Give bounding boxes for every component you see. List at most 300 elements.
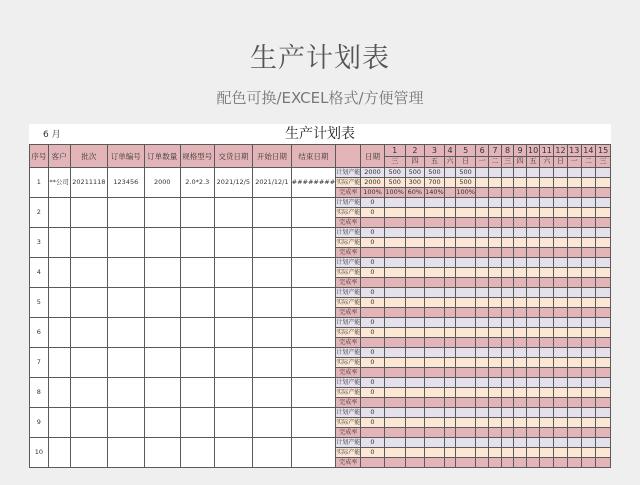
day-rate-cell[interactable] bbox=[567, 398, 581, 408]
start-date-cell[interactable] bbox=[253, 198, 292, 228]
day-rate-cell[interactable] bbox=[514, 188, 526, 198]
day-actual-cell[interactable] bbox=[489, 388, 501, 398]
day-plan-cell[interactable] bbox=[567, 438, 581, 448]
qty-cell[interactable] bbox=[144, 438, 180, 468]
day-plan-cell[interactable] bbox=[581, 348, 596, 358]
start-date-cell[interactable] bbox=[253, 288, 292, 318]
day-actual-cell[interactable] bbox=[596, 238, 611, 248]
start-date-cell[interactable] bbox=[253, 378, 292, 408]
actual-total-cell[interactable]: 0 bbox=[361, 448, 385, 458]
day-plan-cell[interactable] bbox=[567, 228, 581, 238]
day-actual-cell[interactable] bbox=[501, 388, 513, 398]
day-rate-cell[interactable] bbox=[475, 308, 488, 318]
spec-cell[interactable] bbox=[180, 258, 214, 288]
day-actual-cell[interactable] bbox=[554, 358, 568, 368]
day-plan-cell[interactable] bbox=[581, 408, 596, 418]
day-actual-cell[interactable] bbox=[540, 268, 554, 278]
day-plan-cell[interactable] bbox=[540, 348, 554, 358]
day-plan-cell[interactable] bbox=[501, 348, 513, 358]
day-actual-cell[interactable] bbox=[456, 268, 476, 278]
day-plan-cell[interactable] bbox=[567, 168, 581, 178]
day-rate-cell[interactable] bbox=[514, 458, 526, 468]
day-rate-cell[interactable] bbox=[540, 338, 554, 348]
delivery-date-cell[interactable] bbox=[214, 318, 253, 348]
day-rate-cell[interactable] bbox=[581, 218, 596, 228]
day-plan-cell[interactable] bbox=[456, 348, 476, 358]
day-plan-cell[interactable] bbox=[514, 198, 526, 208]
day-plan-cell[interactable] bbox=[554, 198, 568, 208]
day-actual-cell[interactable] bbox=[405, 268, 425, 278]
day-actual-cell[interactable] bbox=[405, 388, 425, 398]
day-actual-cell[interactable] bbox=[567, 388, 581, 398]
customer-cell[interactable] bbox=[48, 318, 70, 348]
day-actual-cell[interactable] bbox=[475, 448, 488, 458]
spec-cell[interactable] bbox=[180, 408, 214, 438]
day-rate-cell[interactable] bbox=[540, 248, 554, 258]
day-actual-cell[interactable] bbox=[456, 358, 476, 368]
day-actual-cell[interactable] bbox=[489, 238, 501, 248]
day-actual-cell[interactable] bbox=[526, 298, 540, 308]
day-actual-cell[interactable] bbox=[540, 238, 554, 248]
day-plan-cell[interactable] bbox=[475, 258, 488, 268]
day-rate-cell[interactable]: 100% bbox=[456, 188, 475, 196]
day-rate-cell[interactable] bbox=[567, 458, 581, 468]
spec-cell[interactable] bbox=[180, 438, 214, 468]
day-plan-cell[interactable]: 500 bbox=[384, 168, 405, 178]
day-actual-cell[interactable] bbox=[384, 388, 405, 398]
order-no-cell[interactable] bbox=[108, 378, 144, 408]
day-plan-cell[interactable] bbox=[501, 378, 513, 388]
day-rate-cell[interactable] bbox=[596, 368, 611, 378]
day-actual-cell[interactable] bbox=[501, 238, 513, 248]
day-plan-cell[interactable] bbox=[526, 288, 540, 298]
day-rate-cell[interactable] bbox=[554, 188, 568, 198]
day-plan-cell[interactable] bbox=[444, 168, 456, 178]
day-plan-cell[interactable] bbox=[526, 408, 540, 418]
day-rate-cell[interactable] bbox=[384, 458, 405, 468]
day-rate-cell[interactable]: 60% bbox=[405, 188, 425, 198]
day-actual-cell[interactable] bbox=[526, 268, 540, 278]
day-rate-cell[interactable] bbox=[596, 218, 611, 228]
day-plan-cell[interactable] bbox=[526, 438, 540, 448]
day-actual-cell[interactable] bbox=[596, 358, 611, 368]
day-plan-cell[interactable] bbox=[384, 408, 405, 418]
day-rate-cell[interactable] bbox=[456, 278, 476, 288]
day-rate-cell[interactable] bbox=[567, 308, 581, 318]
day-rate-cell[interactable] bbox=[526, 308, 540, 318]
day-rate-cell[interactable] bbox=[405, 218, 425, 228]
day-plan-cell[interactable] bbox=[596, 378, 611, 388]
day-rate-cell[interactable] bbox=[567, 248, 581, 258]
day-rate-cell[interactable] bbox=[596, 338, 611, 348]
day-plan-cell[interactable] bbox=[540, 228, 554, 238]
day-rate-cell[interactable] bbox=[456, 398, 476, 408]
day-rate-cell[interactable] bbox=[405, 338, 425, 348]
day-actual-cell[interactable] bbox=[384, 328, 405, 338]
day-actual-cell[interactable] bbox=[581, 208, 596, 218]
day-actual-cell[interactable] bbox=[444, 418, 456, 428]
day-actual-cell[interactable] bbox=[489, 298, 501, 308]
day-actual-cell[interactable] bbox=[444, 358, 456, 368]
day-plan-cell[interactable] bbox=[554, 438, 568, 448]
day-plan-cell[interactable] bbox=[384, 198, 405, 208]
day-actual-cell[interactable] bbox=[554, 208, 568, 218]
day-actual-cell[interactable] bbox=[501, 178, 513, 188]
day-plan-cell[interactable] bbox=[526, 198, 540, 208]
day-rate-cell[interactable] bbox=[475, 368, 488, 378]
day-plan-cell[interactable] bbox=[456, 378, 476, 388]
day-rate-cell[interactable] bbox=[554, 398, 568, 408]
qty-cell[interactable] bbox=[144, 198, 180, 228]
day-rate-cell[interactable] bbox=[475, 278, 488, 288]
day-plan-cell[interactable] bbox=[567, 408, 581, 418]
day-rate-cell[interactable] bbox=[405, 278, 425, 288]
rate-total-cell[interactable] bbox=[361, 428, 385, 438]
day-rate-cell[interactable] bbox=[384, 398, 405, 408]
day-plan-cell[interactable] bbox=[501, 198, 513, 208]
day-actual-cell[interactable] bbox=[475, 358, 488, 368]
day-rate-cell[interactable] bbox=[425, 218, 445, 228]
day-plan-cell[interactable] bbox=[526, 318, 540, 328]
day-rate-cell[interactable] bbox=[384, 428, 405, 438]
day-actual-cell[interactable] bbox=[501, 208, 513, 218]
seq-cell[interactable]: 1 bbox=[30, 168, 49, 198]
day-actual-cell[interactable] bbox=[567, 448, 581, 458]
batch-cell[interactable] bbox=[70, 348, 108, 378]
delivery-date-cell[interactable] bbox=[214, 348, 253, 378]
day-plan-cell[interactable] bbox=[540, 408, 554, 418]
actual-total-cell[interactable]: 0 bbox=[361, 328, 385, 338]
day-actual-cell[interactable] bbox=[567, 418, 581, 428]
order-no-cell[interactable] bbox=[108, 198, 144, 228]
batch-cell[interactable] bbox=[70, 438, 108, 468]
day-rate-cell[interactable] bbox=[540, 458, 554, 468]
day-plan-cell[interactable] bbox=[425, 198, 445, 208]
day-plan-cell[interactable] bbox=[554, 258, 568, 268]
day-rate-cell[interactable] bbox=[540, 218, 554, 228]
day-rate-cell[interactable] bbox=[514, 428, 526, 438]
day-plan-cell[interactable] bbox=[444, 438, 456, 448]
day-actual-cell[interactable] bbox=[384, 418, 405, 428]
day-plan-cell[interactable] bbox=[581, 288, 596, 298]
day-actual-cell[interactable] bbox=[567, 208, 581, 218]
day-rate-cell[interactable] bbox=[444, 338, 456, 348]
day-plan-cell[interactable] bbox=[596, 228, 611, 238]
day-plan-cell[interactable] bbox=[456, 408, 476, 418]
day-plan-cell[interactable] bbox=[501, 228, 513, 238]
day-actual-cell[interactable] bbox=[540, 208, 554, 218]
day-rate-cell[interactable] bbox=[581, 458, 596, 468]
day-plan-cell[interactable] bbox=[456, 318, 476, 328]
day-actual-cell[interactable] bbox=[425, 388, 445, 398]
day-rate-cell[interactable] bbox=[581, 308, 596, 318]
day-actual-cell[interactable] bbox=[425, 238, 445, 248]
batch-cell[interactable] bbox=[70, 228, 108, 258]
day-rate-cell[interactable]: 100% bbox=[385, 188, 404, 196]
seq-cell[interactable]: 5 bbox=[30, 288, 49, 318]
day-actual-cell[interactable] bbox=[540, 388, 554, 398]
day-rate-cell[interactable] bbox=[501, 308, 513, 318]
day-rate-cell[interactable] bbox=[405, 368, 425, 378]
day-plan-cell[interactable] bbox=[581, 378, 596, 388]
actual-total-cell[interactable]: 2000 bbox=[361, 178, 385, 188]
day-actual-cell[interactable] bbox=[554, 328, 568, 338]
customer-cell[interactable] bbox=[48, 228, 70, 258]
day-actual-cell[interactable] bbox=[489, 418, 501, 428]
day-actual-cell[interactable] bbox=[581, 448, 596, 458]
batch-cell[interactable] bbox=[70, 378, 108, 408]
day-plan-cell[interactable] bbox=[425, 258, 445, 268]
day-plan-cell[interactable] bbox=[405, 378, 425, 388]
day-actual-cell[interactable] bbox=[514, 388, 526, 398]
plan-total-cell[interactable]: 0 bbox=[361, 378, 385, 388]
day-plan-cell[interactable] bbox=[554, 168, 568, 178]
day-rate-cell[interactable] bbox=[456, 248, 476, 258]
day-actual-cell[interactable] bbox=[456, 238, 476, 248]
day-plan-cell[interactable] bbox=[489, 228, 501, 238]
day-actual-cell[interactable] bbox=[514, 178, 526, 188]
day-plan-cell[interactable] bbox=[540, 168, 554, 178]
delivery-date-cell[interactable] bbox=[214, 258, 253, 288]
day-plan-cell[interactable] bbox=[475, 348, 488, 358]
day-rate-cell[interactable] bbox=[514, 338, 526, 348]
end-date-cell[interactable] bbox=[291, 378, 336, 408]
day-plan-cell[interactable] bbox=[405, 438, 425, 448]
day-rate-cell[interactable] bbox=[489, 218, 501, 228]
day-plan-cell[interactable] bbox=[384, 288, 405, 298]
day-plan-cell[interactable] bbox=[501, 408, 513, 418]
delivery-date-cell[interactable] bbox=[214, 198, 253, 228]
day-rate-cell[interactable] bbox=[475, 428, 488, 438]
day-rate-cell[interactable] bbox=[540, 188, 554, 198]
day-actual-cell[interactable]: 500 bbox=[456, 178, 476, 188]
day-rate-cell[interactable] bbox=[501, 458, 513, 468]
day-rate-cell[interactable] bbox=[456, 218, 476, 228]
day-plan-cell[interactable] bbox=[596, 438, 611, 448]
day-actual-cell[interactable] bbox=[567, 298, 581, 308]
plan-total-cell[interactable]: 0 bbox=[361, 438, 385, 448]
spec-cell[interactable] bbox=[180, 228, 214, 258]
day-plan-cell[interactable] bbox=[540, 318, 554, 328]
day-actual-cell[interactable] bbox=[540, 178, 554, 188]
day-rate-cell[interactable] bbox=[425, 248, 445, 258]
day-plan-cell[interactable] bbox=[489, 348, 501, 358]
day-actual-cell[interactable] bbox=[514, 268, 526, 278]
day-rate-cell[interactable] bbox=[554, 248, 568, 258]
day-rate-cell[interactable] bbox=[489, 428, 501, 438]
day-plan-cell[interactable] bbox=[526, 258, 540, 268]
day-plan-cell[interactable] bbox=[526, 228, 540, 238]
day-actual-cell[interactable] bbox=[596, 328, 611, 338]
day-rate-cell[interactable] bbox=[514, 218, 526, 228]
day-plan-cell[interactable] bbox=[514, 258, 526, 268]
day-rate-cell[interactable] bbox=[554, 308, 568, 318]
spec-cell[interactable] bbox=[180, 318, 214, 348]
day-rate-cell[interactable] bbox=[596, 398, 611, 408]
batch-cell[interactable] bbox=[70, 198, 108, 228]
day-plan-cell[interactable] bbox=[514, 348, 526, 358]
day-rate-cell[interactable] bbox=[489, 368, 501, 378]
day-plan-cell[interactable] bbox=[384, 228, 405, 238]
day-rate-cell[interactable] bbox=[596, 428, 611, 438]
day-plan-cell[interactable] bbox=[425, 438, 445, 448]
day-plan-cell[interactable] bbox=[425, 378, 445, 388]
day-plan-cell[interactable] bbox=[425, 228, 445, 238]
day-plan-cell[interactable] bbox=[567, 258, 581, 268]
actual-total-cell[interactable]: 0 bbox=[361, 418, 385, 428]
day-rate-cell[interactable] bbox=[384, 308, 405, 318]
day-rate-cell[interactable] bbox=[489, 458, 501, 468]
qty-cell[interactable]: 2000 bbox=[144, 168, 180, 198]
day-plan-cell[interactable] bbox=[444, 198, 456, 208]
batch-cell[interactable] bbox=[70, 288, 108, 318]
day-plan-cell[interactable] bbox=[554, 408, 568, 418]
day-plan-cell[interactable] bbox=[489, 318, 501, 328]
day-actual-cell[interactable]: 500 bbox=[384, 178, 405, 188]
day-plan-cell[interactable] bbox=[540, 378, 554, 388]
day-actual-cell[interactable] bbox=[581, 358, 596, 368]
day-plan-cell[interactable] bbox=[501, 318, 513, 328]
day-rate-cell[interactable] bbox=[526, 368, 540, 378]
delivery-date-cell[interactable] bbox=[214, 438, 253, 468]
day-plan-cell[interactable] bbox=[596, 198, 611, 208]
day-actual-cell[interactable] bbox=[425, 298, 445, 308]
day-plan-cell[interactable] bbox=[384, 438, 405, 448]
actual-total-cell[interactable]: 0 bbox=[361, 238, 385, 248]
day-rate-cell[interactable] bbox=[384, 218, 405, 228]
end-date-cell[interactable] bbox=[291, 438, 336, 468]
day-plan-cell[interactable] bbox=[456, 288, 476, 298]
day-plan-cell[interactable] bbox=[501, 258, 513, 268]
day-actual-cell[interactable] bbox=[444, 268, 456, 278]
plan-total-cell[interactable]: 0 bbox=[361, 288, 385, 298]
day-rate-cell[interactable] bbox=[489, 248, 501, 258]
day-actual-cell[interactable] bbox=[526, 448, 540, 458]
day-rate-cell[interactable] bbox=[501, 428, 513, 438]
day-rate-cell[interactable] bbox=[405, 428, 425, 438]
day-actual-cell[interactable] bbox=[581, 388, 596, 398]
day-plan-cell[interactable] bbox=[526, 168, 540, 178]
day-actual-cell[interactable] bbox=[489, 268, 501, 278]
day-plan-cell[interactable] bbox=[475, 168, 488, 178]
day-actual-cell[interactable] bbox=[456, 328, 476, 338]
day-actual-cell[interactable] bbox=[567, 328, 581, 338]
day-plan-cell[interactable] bbox=[475, 288, 488, 298]
day-actual-cell[interactable] bbox=[514, 418, 526, 428]
day-plan-cell[interactable] bbox=[501, 438, 513, 448]
day-actual-cell[interactable] bbox=[444, 328, 456, 338]
day-plan-cell[interactable] bbox=[405, 228, 425, 238]
day-rate-cell[interactable] bbox=[475, 248, 488, 258]
day-actual-cell[interactable] bbox=[489, 178, 501, 188]
day-plan-cell[interactable] bbox=[567, 198, 581, 208]
rate-total-cell[interactable] bbox=[361, 308, 385, 318]
seq-cell[interactable]: 2 bbox=[30, 198, 49, 228]
day-rate-cell[interactable] bbox=[501, 188, 513, 198]
qty-cell[interactable] bbox=[144, 318, 180, 348]
order-no-cell[interactable] bbox=[108, 348, 144, 378]
day-actual-cell[interactable] bbox=[514, 328, 526, 338]
day-plan-cell[interactable] bbox=[526, 378, 540, 388]
day-rate-cell[interactable]: 140% bbox=[425, 188, 444, 196]
day-plan-cell[interactable] bbox=[596, 258, 611, 268]
day-actual-cell[interactable] bbox=[596, 178, 611, 188]
qty-cell[interactable] bbox=[144, 408, 180, 438]
day-rate-cell[interactable] bbox=[405, 398, 425, 408]
plan-total-cell[interactable]: 0 bbox=[361, 408, 385, 418]
day-rate-cell[interactable] bbox=[425, 368, 445, 378]
day-plan-cell[interactable] bbox=[444, 378, 456, 388]
day-actual-cell[interactable] bbox=[554, 238, 568, 248]
day-plan-cell[interactable] bbox=[567, 378, 581, 388]
day-actual-cell[interactable] bbox=[554, 268, 568, 278]
day-plan-cell[interactable] bbox=[405, 288, 425, 298]
day-rate-cell[interactable] bbox=[444, 248, 456, 258]
actual-total-cell[interactable]: 0 bbox=[361, 298, 385, 308]
day-actual-cell[interactable] bbox=[405, 238, 425, 248]
day-rate-cell[interactable] bbox=[554, 458, 568, 468]
day-rate-cell[interactable] bbox=[475, 218, 488, 228]
seq-cell[interactable]: 8 bbox=[30, 378, 49, 408]
day-actual-cell[interactable] bbox=[501, 328, 513, 338]
day-actual-cell[interactable] bbox=[425, 358, 445, 368]
day-actual-cell[interactable] bbox=[581, 268, 596, 278]
day-actual-cell[interactable] bbox=[475, 268, 488, 278]
day-rate-cell[interactable] bbox=[514, 248, 526, 258]
day-actual-cell[interactable] bbox=[526, 238, 540, 248]
day-plan-cell[interactable] bbox=[405, 258, 425, 268]
day-actual-cell[interactable] bbox=[456, 208, 476, 218]
day-actual-cell[interactable] bbox=[514, 208, 526, 218]
day-actual-cell[interactable] bbox=[405, 208, 425, 218]
day-rate-cell[interactable] bbox=[581, 248, 596, 258]
day-rate-cell[interactable] bbox=[384, 338, 405, 348]
day-rate-cell[interactable] bbox=[567, 428, 581, 438]
day-rate-cell[interactable] bbox=[567, 188, 581, 198]
start-date-cell[interactable] bbox=[253, 408, 292, 438]
day-plan-cell[interactable] bbox=[514, 408, 526, 418]
day-rate-cell[interactable] bbox=[526, 188, 540, 198]
day-rate-cell[interactable] bbox=[514, 368, 526, 378]
order-no-cell[interactable]: 123456 bbox=[108, 168, 144, 198]
day-plan-cell[interactable] bbox=[554, 378, 568, 388]
day-rate-cell[interactable] bbox=[596, 188, 611, 198]
day-rate-cell[interactable] bbox=[526, 278, 540, 288]
day-plan-cell[interactable] bbox=[489, 258, 501, 268]
rate-total-cell[interactable] bbox=[361, 248, 385, 258]
day-actual-cell[interactable] bbox=[475, 388, 488, 398]
start-date-cell[interactable] bbox=[253, 228, 292, 258]
day-actual-cell[interactable] bbox=[501, 298, 513, 308]
plan-total-cell[interactable]: 0 bbox=[361, 198, 385, 208]
actual-total-cell[interactable]: 0 bbox=[361, 208, 385, 218]
day-actual-cell[interactable] bbox=[475, 328, 488, 338]
day-actual-cell[interactable] bbox=[489, 208, 501, 218]
day-rate-cell[interactable] bbox=[567, 338, 581, 348]
day-plan-cell[interactable] bbox=[489, 198, 501, 208]
day-rate-cell[interactable] bbox=[596, 458, 611, 468]
day-plan-cell[interactable] bbox=[581, 438, 596, 448]
day-actual-cell[interactable] bbox=[444, 208, 456, 218]
actual-total-cell[interactable]: 0 bbox=[361, 268, 385, 278]
day-actual-cell[interactable] bbox=[444, 388, 456, 398]
day-rate-cell[interactable] bbox=[489, 188, 501, 198]
day-plan-cell[interactable] bbox=[526, 348, 540, 358]
day-rate-cell[interactable] bbox=[581, 278, 596, 288]
day-plan-cell[interactable] bbox=[596, 168, 611, 178]
day-actual-cell[interactable] bbox=[475, 208, 488, 218]
qty-cell[interactable] bbox=[144, 378, 180, 408]
